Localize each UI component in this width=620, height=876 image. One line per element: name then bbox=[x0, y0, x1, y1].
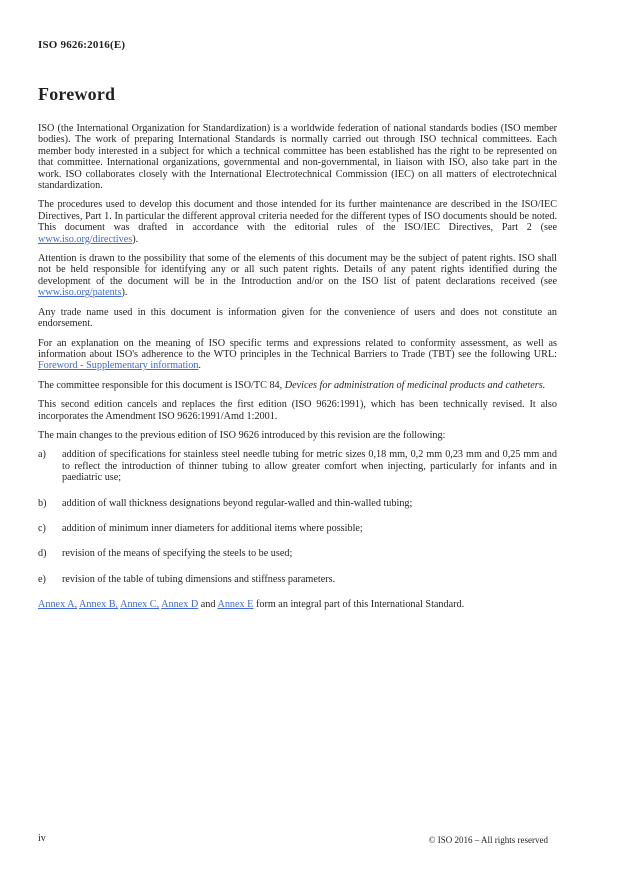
link-annex-a[interactable]: Annex A, bbox=[38, 599, 78, 611]
annex-tail-text: form an integral part of this International Standard. bbox=[253, 599, 465, 611]
link-iso-patents[interactable]: www.iso.org/patents bbox=[38, 287, 122, 299]
paragraph-text: Attention is drawn to the possibility that some of the elements of this document may be the subject of patent rights. ISO shall not be held responsible for identifying any or all such patent rights. Details of any patent rights identified during the development of the document will be in the Introduction and/or on the ISO list of patent declarations received (see bbox=[38, 253, 557, 287]
paragraph-trade-name: Any trade name used in this document is information given for the convenience of users and does not constitute an endorsement. bbox=[38, 306, 557, 330]
list-label: c) bbox=[38, 522, 46, 534]
list-label: a) bbox=[38, 449, 46, 461]
foreword-section bbox=[38, 85, 557, 619]
page-number: iv bbox=[38, 833, 46, 844]
list-item-a bbox=[38, 449, 557, 483]
paragraph-committee bbox=[38, 380, 557, 391]
paragraph-wto bbox=[38, 338, 557, 372]
paragraph-text: ). bbox=[132, 233, 139, 245]
list-item-d bbox=[38, 548, 557, 559]
list-text: addition of wall thickness designations beyond regular-walled and thin-walled tubing; bbox=[62, 497, 413, 509]
link-annex-b[interactable]: Annex B, bbox=[79, 599, 119, 611]
paragraph-procedures bbox=[38, 199, 557, 245]
list-text: revision of the means of specifying the steels to be used; bbox=[62, 548, 293, 560]
paragraph-patents bbox=[38, 253, 557, 299]
paragraph-second-edition: This second edition cancels and replaces the first edition (ISO 9626:1991), which has been technically revised. It also incorporates the Amendment ISO 9626:1991/Amd 1:2001. bbox=[38, 399, 557, 422]
list-text: addition of specifications for stainless steel needle tubing for metric sizes 0,18 mm, 0,2 mm 0,23 mm and 0,25 mm and to reflect the introduction of thinner tubing to allow greater comfort when injecting, particularly for infants and in paediatric use; bbox=[62, 449, 557, 484]
document-number: ISO 9626:2016(E) bbox=[38, 39, 126, 51]
list-label: b) bbox=[38, 497, 47, 509]
page-title: Foreword bbox=[38, 84, 116, 104]
paragraph-text: . bbox=[198, 360, 201, 372]
list-item-b bbox=[38, 498, 557, 509]
committee-name-italic: Devices for administration of medicinal products and catheters. bbox=[284, 379, 546, 391]
list-item-c bbox=[38, 523, 557, 534]
paragraph-text: ). bbox=[121, 287, 128, 299]
list-text: addition of minimum inner diameters for additional items where possible; bbox=[62, 522, 363, 534]
list-label: e) bbox=[38, 573, 46, 585]
list-text: revision of the table of tubing dimensions and stiffness parameters. bbox=[62, 573, 336, 585]
link-annex-e[interactable]: Annex E bbox=[217, 599, 254, 611]
paragraph-iso-intro: ISO (the International Organization for Standardization) is a worldwide federation of national standards bodies (ISO member bodies). The work of preparing International Standards is normally carried out through ISO technical committees. Each member body interested in a subject for which a technical committee has been established has the right to be represented on that committee. International organizations, governmental and non-governmental, in liaison with ISO, also take part in the work. ISO collaborates closely with the International Electrotechnical Commission (IEC) on all matters of electrotechnical standardization. bbox=[38, 123, 557, 192]
paragraph-text: The procedures used to develop this document and those intended for its further maintenance are described in the ISO/IEC Directives, Part 1. In particular the different approval criteria needed for the different types of ISO documents should be noted. This document was drafted in accordance with the editorial rules of the ISO/IEC Directives, Part 2 (see bbox=[38, 199, 557, 234]
changes-list bbox=[38, 449, 557, 585]
paragraph-text: For an explanation on the meaning of ISO specific terms and expressions related to conformity assessment, as well as information about ISO's adherence to the WTO principles in the Technical Barriers to Trade (TBT) see the following URL: bbox=[38, 337, 557, 360]
link-foreword-supplementary[interactable]: Foreword - Supplementary information bbox=[38, 360, 199, 372]
paragraph-main-changes: The main changes to the previous edition of ISO 9626 introduced by this revision are the following: bbox=[38, 429, 446, 441]
paragraph-text: The committee responsible for this document is ISO/TC 84, bbox=[38, 379, 285, 391]
annex-conjunction: and bbox=[198, 599, 218, 611]
list-item-e bbox=[38, 574, 557, 585]
annex-references bbox=[38, 599, 557, 610]
link-annex-d[interactable]: Annex D bbox=[161, 599, 199, 611]
copyright-notice: © ISO 2016 – All rights reserved bbox=[428, 835, 548, 845]
list-label: d) bbox=[38, 548, 47, 560]
link-iso-directives[interactable]: www.iso.org/directives bbox=[38, 233, 133, 245]
link-annex-c[interactable]: Annex C, bbox=[120, 599, 160, 611]
